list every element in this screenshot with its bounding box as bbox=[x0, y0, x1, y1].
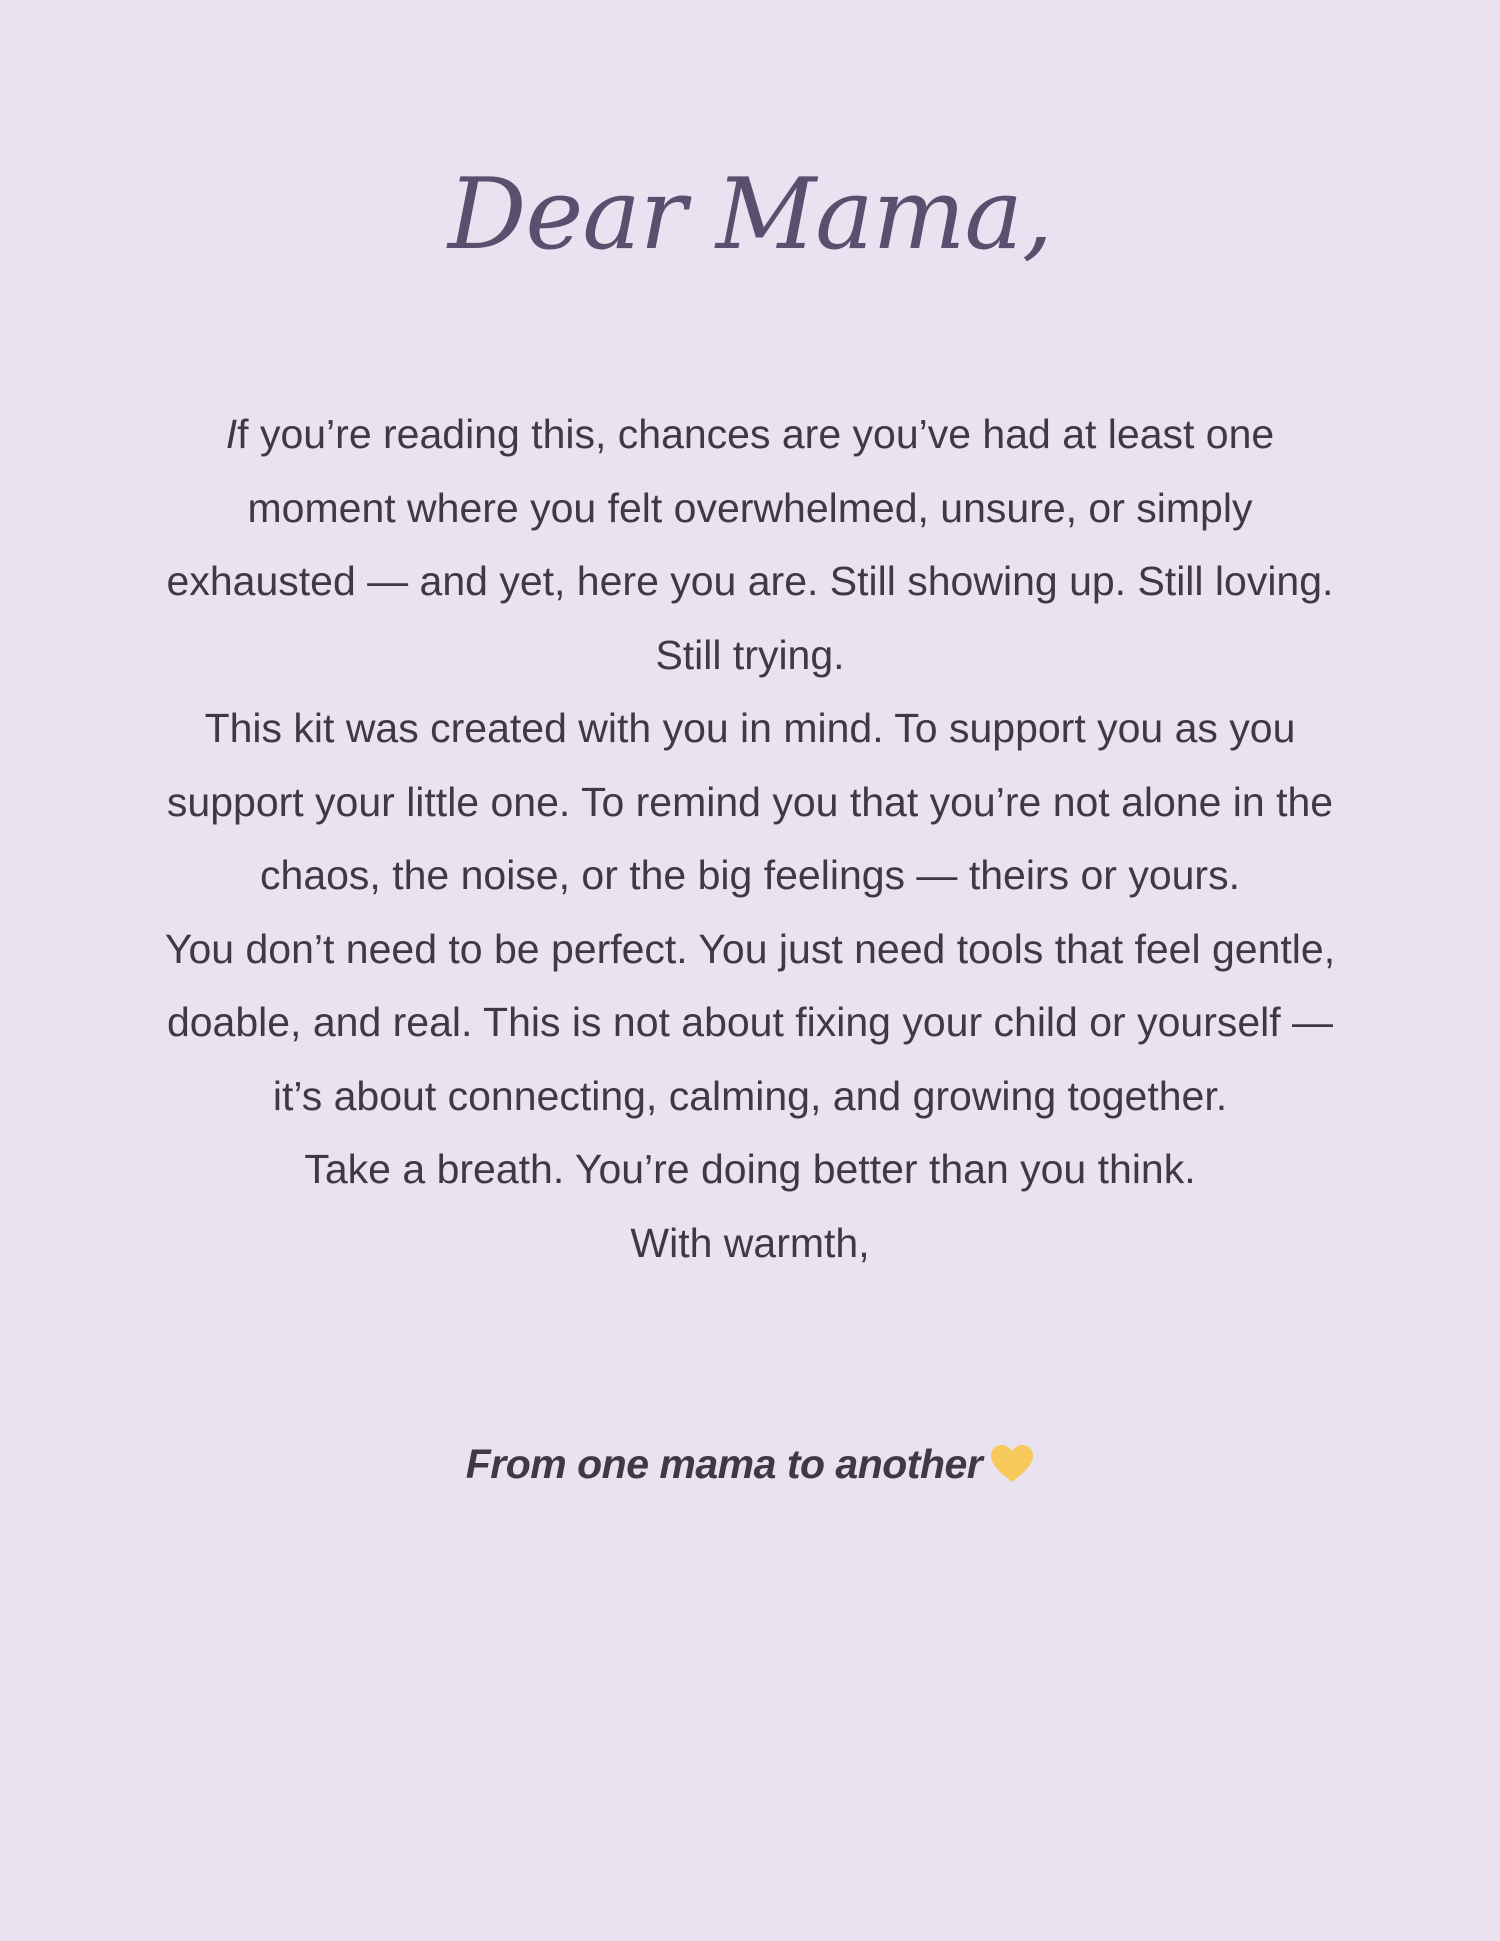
support-paragraph: This kit was created with you in mind. To support you as you support your little one. To remind you that you’re not alone in the chaos, the noise, or the big feelings — theirs or yours. bbox=[166, 705, 1334, 898]
page-title: Dear Mama, bbox=[447, 158, 1053, 272]
letter-body bbox=[150, 398, 1350, 1280]
intro-paragraph bbox=[150, 398, 1350, 692]
signoff-line bbox=[0, 1434, 1500, 1494]
breath-paragraph: Take a breath. You’re doing better than you think. bbox=[304, 1146, 1196, 1192]
yellow-heart-icon bbox=[990, 1444, 1034, 1484]
closing-line: With warmth, bbox=[630, 1219, 870, 1266]
drop-letter: I bbox=[225, 411, 238, 457]
tools-paragraph: You don’t need to be perfect. You just need tools that feel gentle, doable, and real. This is not about fixing your child or yourself — it’s about connecting, calming, and growing together. bbox=[164, 925, 1336, 1119]
signoff-text: From one mama to another bbox=[465, 1441, 983, 1487]
intro-text: f you’re reading this, chances are you’ve had at least one moment where you felt overwhelmed, unsure, or simply exhausted — and yet, here you are. Still showing up. Still loving. Still trying. bbox=[166, 411, 1334, 678]
